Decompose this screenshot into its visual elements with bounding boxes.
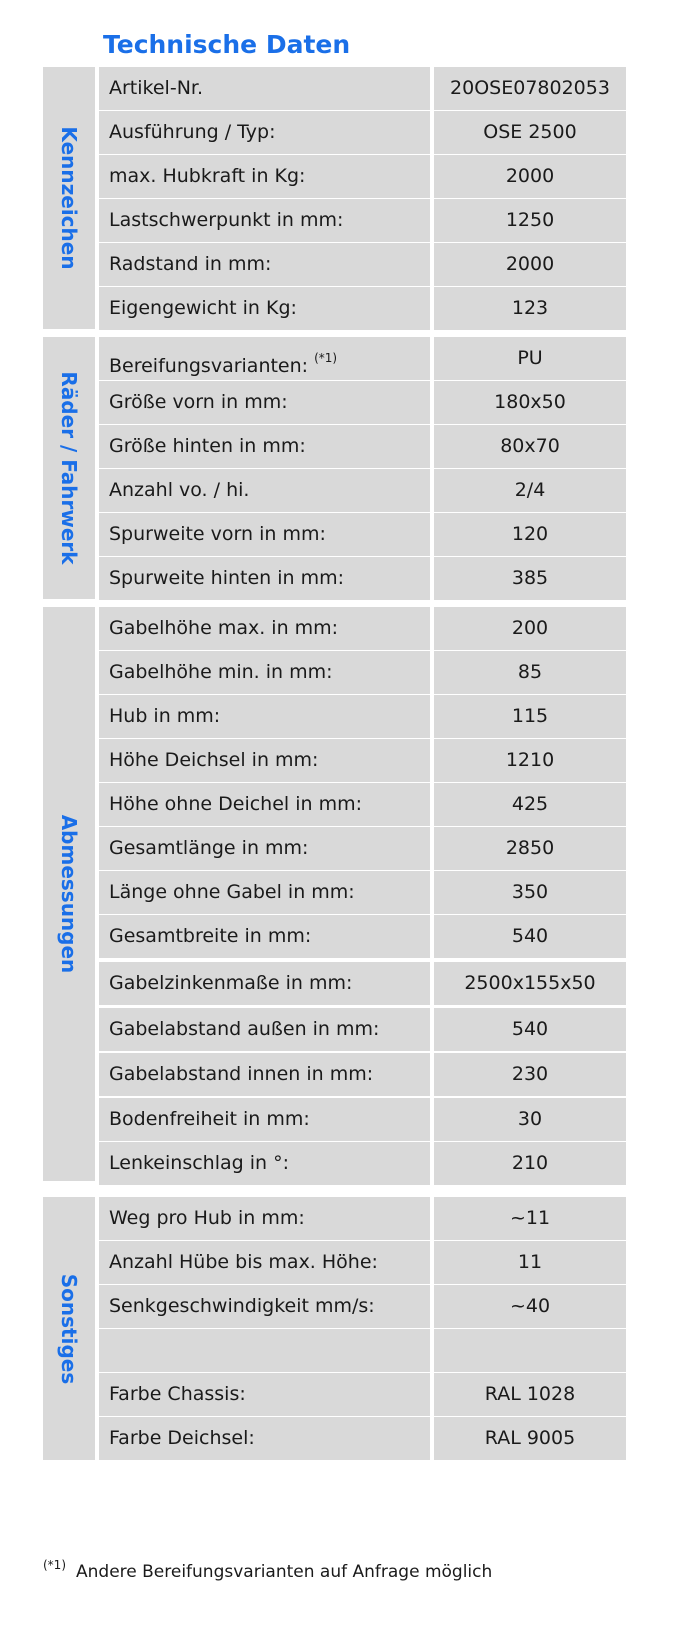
- row-label: Farbe Deichsel:: [99, 1417, 430, 1460]
- table-row: [99, 1241, 626, 1284]
- row-label: Länge ohne Gabel in mm:: [99, 871, 430, 914]
- row-value: ~11: [434, 1197, 626, 1240]
- row-value: [434, 1329, 626, 1372]
- table-row: [99, 1197, 626, 1240]
- row-value: 2000: [434, 155, 626, 198]
- row-label: Gabelabstand innen in mm:: [99, 1053, 430, 1096]
- section-sonstiges: [43, 1197, 626, 1460]
- row-label: Gabelzinkenmaße in mm:: [99, 962, 430, 1005]
- table-row: [99, 1373, 626, 1416]
- footnote-mark: (*1): [43, 1558, 66, 1572]
- table-row: [99, 1053, 626, 1096]
- table-row: [99, 425, 626, 468]
- row-value: 425: [434, 783, 626, 826]
- row-label: Anzahl vo. / hi.: [99, 469, 430, 512]
- row-value: 80x70: [434, 425, 626, 468]
- row-label: Senkgeschwindigkeit mm/s:: [99, 1285, 430, 1328]
- row-value: 2/4: [434, 469, 626, 512]
- row-label: Lenkeinschlag in °:: [99, 1142, 430, 1185]
- row-value: 85: [434, 651, 626, 694]
- row-value: 385: [434, 557, 626, 600]
- section-label: [43, 607, 95, 1181]
- section-label-text: Abmessungen: [57, 814, 81, 974]
- row-label: Gesamtbreite in mm:: [99, 915, 430, 958]
- section-kennzeichen: [43, 67, 626, 329]
- table-row: [99, 1285, 626, 1328]
- table-row: [99, 739, 626, 782]
- row-value: 1210: [434, 739, 626, 782]
- row-label: Anzahl Hübe bis max. Höhe:: [99, 1241, 430, 1284]
- row-value: RAL 1028: [434, 1373, 626, 1416]
- section-label: [43, 337, 95, 599]
- row-value: 115: [434, 695, 626, 738]
- section-raeder-fahrwerk: [43, 337, 626, 599]
- table-row: [99, 67, 626, 110]
- table-row: [99, 337, 626, 380]
- row-value: ~40: [434, 1285, 626, 1328]
- row-label: Gabelhöhe min. in mm:: [99, 651, 430, 694]
- section-label: [43, 67, 95, 329]
- row-label: Weg pro Hub in mm:: [99, 1197, 430, 1240]
- row-value: 540: [434, 1008, 626, 1051]
- section-label-text: Kennzeichen: [57, 126, 81, 270]
- table-row: [99, 1417, 626, 1460]
- row-label: Radstand in mm:: [99, 243, 430, 286]
- table-row: [99, 1142, 626, 1185]
- row-label: Größe vorn in mm:: [99, 381, 430, 424]
- table-row: [99, 827, 626, 870]
- row-value: 20OSE07802053: [434, 67, 626, 110]
- row-value: 230: [434, 1053, 626, 1096]
- row-value: 180x50: [434, 381, 626, 424]
- row-label: Eigengewicht in Kg:: [99, 287, 430, 330]
- page-title: Technische Daten: [103, 30, 351, 59]
- section-label-text: Sonstiges: [57, 1273, 81, 1384]
- row-label: [99, 337, 430, 380]
- table-row: [99, 607, 626, 650]
- table-row: [99, 287, 626, 330]
- row-value: 11: [434, 1241, 626, 1284]
- row-label: Gabelhöhe max. in mm:: [99, 607, 430, 650]
- row-value: 1250: [434, 199, 626, 242]
- row-value: 123: [434, 287, 626, 330]
- row-value: 210: [434, 1142, 626, 1185]
- row-label: Höhe Deichsel in mm:: [99, 739, 430, 782]
- row-label: Artikel-Nr.: [99, 67, 430, 110]
- table-row: [99, 695, 626, 738]
- row-label: Gabelabstand außen in mm:: [99, 1008, 430, 1051]
- row-label: Hub in mm:: [99, 695, 430, 738]
- row-label: Gesamtlänge in mm:: [99, 827, 430, 870]
- row-label: Spurweite vorn in mm:: [99, 513, 430, 556]
- table-row: [99, 111, 626, 154]
- row-label: Farbe Chassis:: [99, 1373, 430, 1416]
- section-abmessungen: [43, 607, 626, 1181]
- row-value: 2500x155x50: [434, 962, 626, 1005]
- table-row: [99, 155, 626, 198]
- table-row: [99, 557, 626, 600]
- footnote-text: Andere Bereifungsvarianten auf Anfrage möglich: [76, 1562, 493, 1582]
- row-value: 2850: [434, 827, 626, 870]
- table-row: [99, 962, 626, 1005]
- row-label: Bodenfreiheit in mm:: [99, 1098, 430, 1141]
- row-value: OSE 2500: [434, 111, 626, 154]
- section-label-text: Räder / Fahrwerk: [57, 371, 81, 565]
- row-label: Ausführung / Typ:: [99, 111, 430, 154]
- footnote: [43, 1558, 492, 1582]
- table-row: [99, 651, 626, 694]
- row-label: Größe hinten in mm:: [99, 425, 430, 468]
- row-label: Spurweite hinten in mm:: [99, 557, 430, 600]
- row-value: PU: [434, 337, 626, 380]
- table-row: [99, 1098, 626, 1141]
- table-row: [99, 871, 626, 914]
- table-row: [99, 381, 626, 424]
- row-value: 200: [434, 607, 626, 650]
- table-row: [99, 513, 626, 556]
- row-value: 120: [434, 513, 626, 556]
- row-label: Lastschwerpunkt in mm:: [99, 199, 430, 242]
- table-row: [99, 915, 626, 958]
- table-row: [99, 1329, 626, 1372]
- section-label: [43, 1197, 95, 1460]
- table-row: [99, 783, 626, 826]
- table-row: [99, 199, 626, 242]
- table-row: [99, 469, 626, 512]
- row-label: [99, 1329, 430, 1372]
- row-value: 350: [434, 871, 626, 914]
- row-value: 540: [434, 915, 626, 958]
- table-row: [99, 243, 626, 286]
- table-row: [99, 1008, 626, 1051]
- row-value: RAL 9005: [434, 1417, 626, 1460]
- footnote-mark: (*1): [314, 351, 338, 365]
- row-label-text: Bereifungsvarianten:: [109, 355, 309, 377]
- row-label: Höhe ohne Deichel in mm:: [99, 783, 430, 826]
- row-value: 30: [434, 1098, 626, 1141]
- row-label: max. Hubkraft in Kg:: [99, 155, 430, 198]
- row-value: 2000: [434, 243, 626, 286]
